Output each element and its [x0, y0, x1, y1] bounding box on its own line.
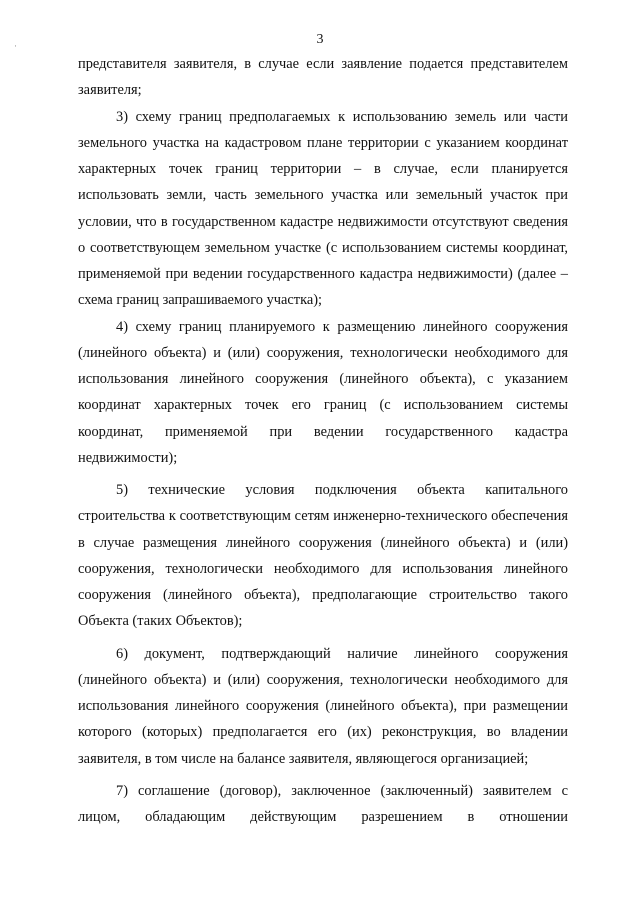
paragraph-item-7: 7) соглашение (договор), заключенное (заключенный) заявителем с лицом, обладающим действующим разрешением в отношении: [78, 782, 568, 825]
paragraph-item-6: 6) документ, подтверждающий наличие линейного сооружения (линейного объекта) и (или) сооружения, технологически необходимого для использования линейного сооружения (линейного объекта), при размещении которого (которых) предполагается его (их) реконструкция, во владении заявителя, в том числе на балансе заявителя, являющегося организацией;: [78, 645, 568, 767]
page-number: 3: [316, 32, 324, 47]
paragraph-continuation: представителя заявителя, в случае если заявление подается представителем заявителя;: [78, 56, 568, 99]
paragraph-item-4: 4) схему границ планируемого к размещению линейного сооружения (линейного объекта) и (или) сооружения, технологически необходимого для использования линейного сооружения (линейного объекта), с указанием координат характерных точек его границ (с использованием системы координат, применяемой при ведении государственного кадастра недвижимости);: [78, 318, 568, 466]
margin-mark: ·: [14, 41, 17, 51]
document-body: [78, 51, 568, 830]
paragraph-item-5: 5) технические условия подключения объекта капитального строительства к соответствующим сетям инженерно-технического обеспечения в случае размещения линейного сооружения (линейного объекта) и (или) сооружения, технологически необходимого для использования линейного сооружения (линейного объекта), предполагающие строительство такого Объекта (таких Объектов);: [78, 482, 568, 630]
paragraph-item-3: 3) схему границ предполагаемых к использованию земель или части земельного участка на кадастровом плане территории с указанием координат характерных точек границ территории – в случае, если планируется использовать земли, часть земельного участка или земельный участок при условии, что в государственном кадастре недвижимости отсутствуют сведения о соответствующем земельном участке (с использованием системы координат, применяемой при ведении государственного кадастра недвижимости) (далее – схема границ запрашиваемого участка);: [78, 108, 568, 309]
